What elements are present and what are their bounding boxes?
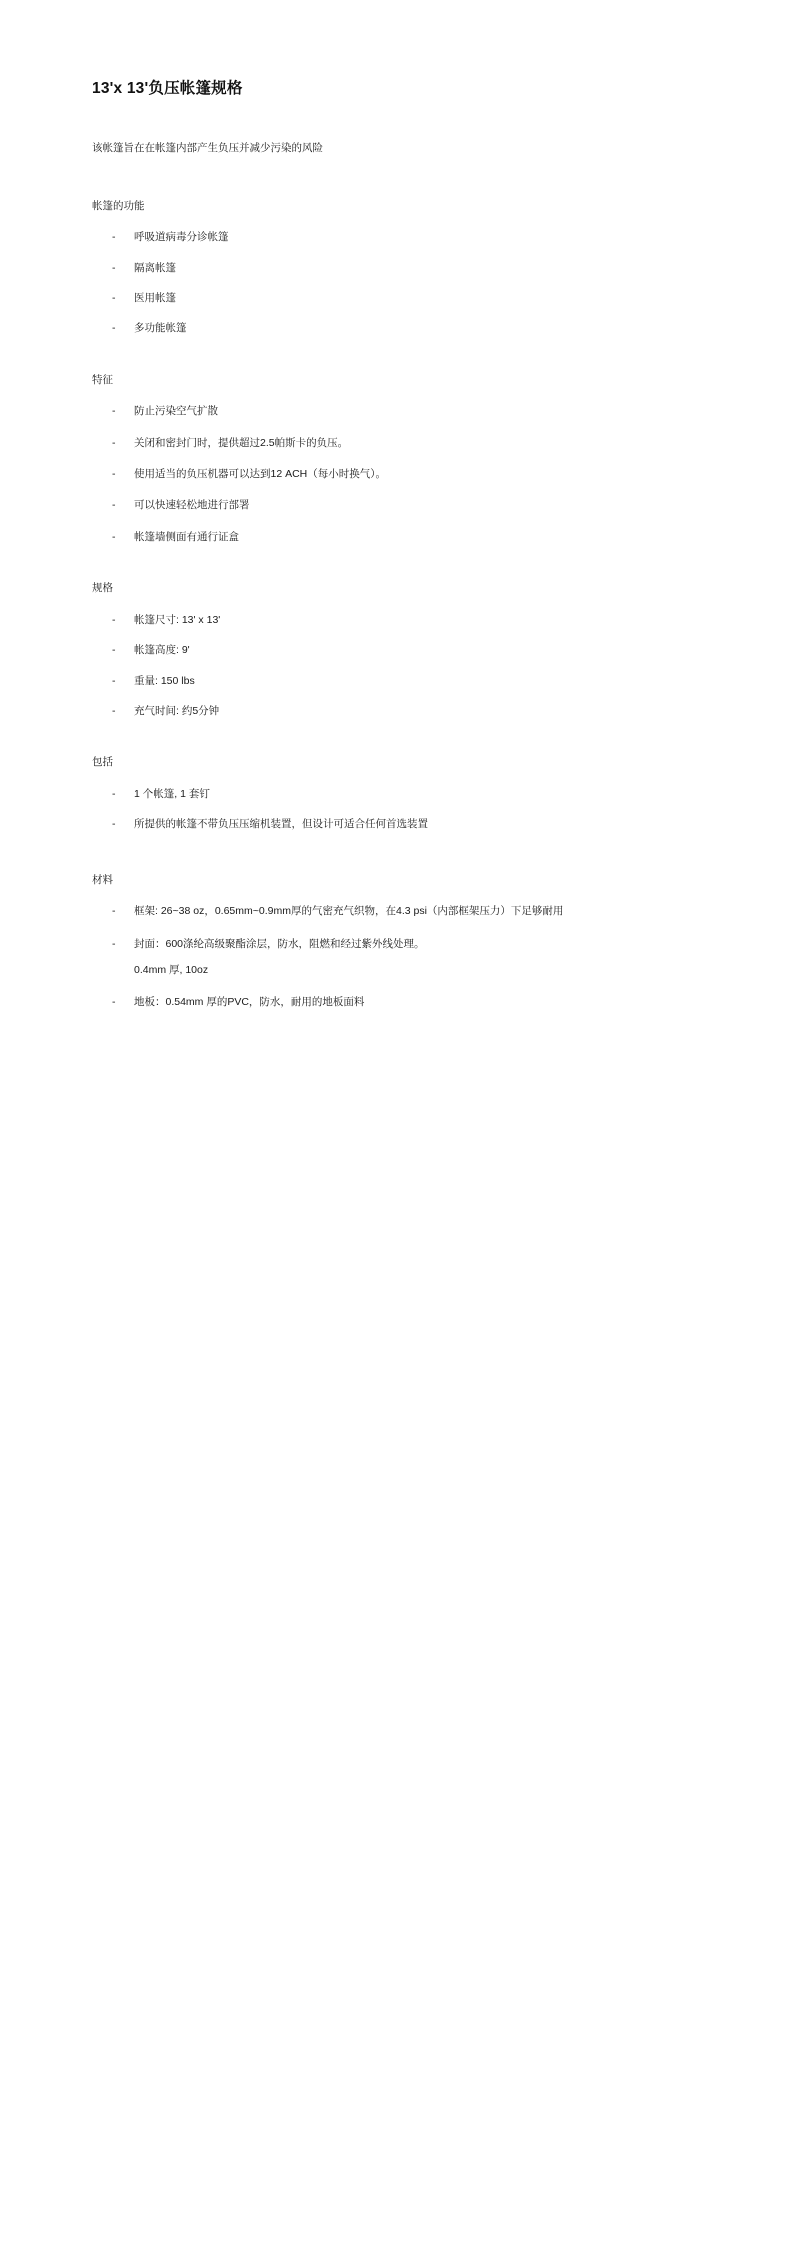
bullet-dash-icon: - bbox=[112, 905, 116, 918]
bullet-dash-icon: - bbox=[112, 787, 116, 800]
list-item-text: 医用帐篷 bbox=[134, 292, 176, 304]
list-item-text: 可以快速轻松地进行部署 bbox=[134, 499, 250, 512]
bullet-dash-icon: - bbox=[112, 613, 116, 626]
list-item bbox=[92, 994, 702, 1011]
intro-paragraph: 该帐篷旨在在帐篷内部产生负压并减少污染的风险 bbox=[92, 141, 323, 154]
section-specifications bbox=[92, 580, 702, 720]
bullet-dash-icon: - bbox=[112, 322, 116, 335]
list-item-text: 充气时间: 约5分钟 bbox=[134, 704, 220, 717]
bullet-dash-icon: - bbox=[112, 436, 116, 449]
bullet-dash-icon: - bbox=[112, 292, 116, 304]
bullet-dash-icon: - bbox=[112, 231, 116, 244]
section-features bbox=[92, 372, 702, 546]
list-item-text: 隔离帐篷 bbox=[134, 261, 176, 274]
section-heading: 特征 bbox=[92, 373, 113, 386]
bullet-list bbox=[92, 786, 702, 834]
list-item-text: 帐篷尺寸: 13' x 13' bbox=[134, 613, 221, 626]
list-item bbox=[92, 497, 702, 514]
section-heading: 规格 bbox=[92, 582, 113, 595]
bullet-list bbox=[92, 903, 702, 1011]
section-heading: 材料 bbox=[92, 873, 113, 886]
bullet-dash-icon: - bbox=[112, 704, 116, 717]
section-materials bbox=[92, 872, 702, 1012]
list-item bbox=[92, 260, 702, 277]
list-item-text: 关闭和密封门时，提供超过2.5帕斯卡的负压。 bbox=[134, 436, 349, 449]
bullet-dash-icon: - bbox=[112, 644, 116, 657]
list-item bbox=[92, 673, 702, 690]
list-item bbox=[92, 229, 702, 246]
list-item bbox=[92, 703, 702, 720]
list-item bbox=[92, 529, 702, 546]
bullet-dash-icon: - bbox=[112, 674, 116, 687]
list-item bbox=[92, 466, 702, 483]
section-heading: 包括 bbox=[92, 756, 113, 769]
list-item-text: 帐篷高度: 9' bbox=[134, 644, 190, 657]
list-item bbox=[92, 403, 702, 420]
list-item-text: 框架: 26~38 oz，0.65mm~0.9mm厚的气密充气织物，在4.3 psi（内部框架压力）下足够耐用 bbox=[134, 905, 564, 918]
bullet-list bbox=[92, 229, 702, 337]
section-functions bbox=[92, 198, 702, 338]
bullet-list bbox=[92, 403, 702, 546]
page-title: 13'x 13'负压帐篷规格 bbox=[92, 80, 243, 97]
bullet-dash-icon: - bbox=[112, 818, 116, 831]
list-item bbox=[92, 642, 702, 659]
bullet-dash-icon: - bbox=[112, 261, 116, 274]
list-item-text: 多功能帐篷 bbox=[134, 322, 187, 335]
bullet-list bbox=[92, 612, 702, 720]
list-item bbox=[92, 903, 702, 920]
list-item-text: 防止污染空气扩散 bbox=[134, 405, 218, 418]
list-item bbox=[92, 612, 702, 629]
bullet-dash-icon: - bbox=[112, 996, 116, 1009]
list-item bbox=[92, 786, 702, 803]
list-item-text: 帐篷墙侧面有通行证盒 bbox=[134, 530, 239, 543]
bullet-dash-icon: - bbox=[112, 530, 116, 543]
list-item-text: 所提供的帐篷不带负压压缩机装置，但设计可适合任何首选装置 bbox=[134, 818, 428, 831]
bullet-dash-icon: - bbox=[112, 405, 116, 418]
section-heading: 帐篷的功能 bbox=[92, 199, 145, 212]
list-item bbox=[92, 816, 702, 833]
list-item-text: 1 个帐篷, 1 套钉 bbox=[134, 787, 210, 800]
list-item-text: 封面：600涤纶高级聚酯涂层，防水，阻燃和经过紫外线处理。 bbox=[134, 937, 425, 950]
list-item-subtext: 0.4mm 厚, 10oz bbox=[134, 964, 209, 977]
bullet-dash-icon: - bbox=[112, 499, 116, 512]
list-item-text: 呼吸道病毒分诊帐篷 bbox=[134, 231, 229, 244]
list-item-text: 使用适当的负压机器可以达到12 ACH（每小时换气）。 bbox=[134, 468, 387, 481]
bullet-dash-icon: - bbox=[112, 937, 116, 950]
list-item bbox=[92, 936, 702, 980]
list-item-text: 地板：0.54mm 厚的PVC，防水，耐用的地板面料 bbox=[134, 996, 365, 1009]
list-item bbox=[92, 290, 702, 307]
section-included bbox=[92, 754, 702, 833]
list-item bbox=[92, 435, 702, 452]
list-item-text: 重量: 150 lbs bbox=[134, 674, 195, 687]
list-item bbox=[92, 320, 702, 337]
bullet-dash-icon: - bbox=[112, 468, 116, 481]
